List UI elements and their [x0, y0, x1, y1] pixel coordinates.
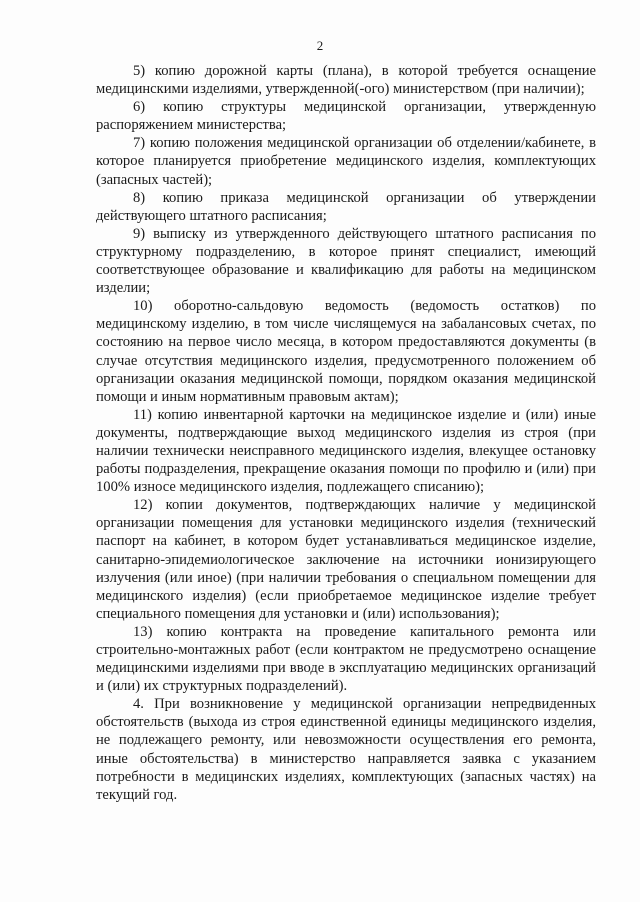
page-number: 2	[316, 38, 324, 53]
item-5-paragraph: 5) копию дорожной карты (плана), в которой требуется оснащение медицинскими изделиями, утвержденной(-ого) министерством (при наличии);	[96, 63, 596, 98]
item-7-paragraph: 7) копию положения медицинской организации об отделении/кабинете, в которое планируется приобретение медицинского изделия, комплектующих (запасных частей);	[96, 135, 596, 188]
item-8-paragraph: 8) копию приказа медицинской организации об утверждении действующего штатного расписания;	[96, 189, 596, 224]
section-4-paragraph: 4. При возникновение у медицинской организации непредвиденных обстоятельств (выхода из строя единственной единицы медицинского изделия, не подлежащего ремонту, или невозможности осуществления его ремонта, иные обстоятельства) в министерство направляется заявка с указанием потребности в медицинских изделиях, комплектующих (запасных частях) на текущий год.	[96, 696, 596, 803]
item-6-paragraph: 6) копию структуры медицинской организации, утвержденную распоряжением министерства;	[96, 99, 596, 134]
item-13-paragraph: 13) копию контракта на проведение капитального ремонта или строительно-монтажных работ (если контрактом не предусмотрено оснащение медицинскими изделиями при вводе в эксплуатацию медицинских организаций и (или) их структурных подразделений).	[96, 623, 596, 695]
document-body	[96, 62, 596, 804]
item-11-paragraph: 11) копию инвентарной карточки на медицинское изделие и (или) иные документы, подтверждающие выход медицинского изделия из строя (при наличии технически неисправного медицинского изделия, влекущее остановку работы подразделения, прекращение оказания помощи по профилю и (или) при 100% износе медицинского изделия, подлежащего списанию);	[96, 406, 596, 496]
item-12-paragraph: 12) копии документов, подтверждающих наличие у медицинской организации помещения для установки медицинского изделия (технический паспорт на кабинет, в котором будет устанавливаться медицинское изделие, санитарно-эпидемиологическое заключение на источники ионизирующего излучения (или иное) (при наличии требования о специальном помещении для медицинского изделия) (если приобретаемое медицинское изделие требует специального помещения для установки и (или) использования);	[96, 497, 596, 622]
item-9-paragraph: 9) выписку из утвержденного действующего штатного расписания по структурному подразделению, в которое принят специалист, имеющий соответствующее образование и квалификацию для работы на медицинском изделии;	[96, 225, 596, 297]
item-10-paragraph: 10) оборотно-сальдовую ведомость (ведомость остатков) по медицинскому изделию, в том числе числящемуся на забалансовых счетах, по состоянию на первое число месяца, в котором предоставляются документы (в случае отсутствия медицинского изделия, предусмотренного положением об организации оказания медицинской помощи, порядком оказания медицинской помощи и иным нормативным правовым актам);	[96, 298, 596, 405]
